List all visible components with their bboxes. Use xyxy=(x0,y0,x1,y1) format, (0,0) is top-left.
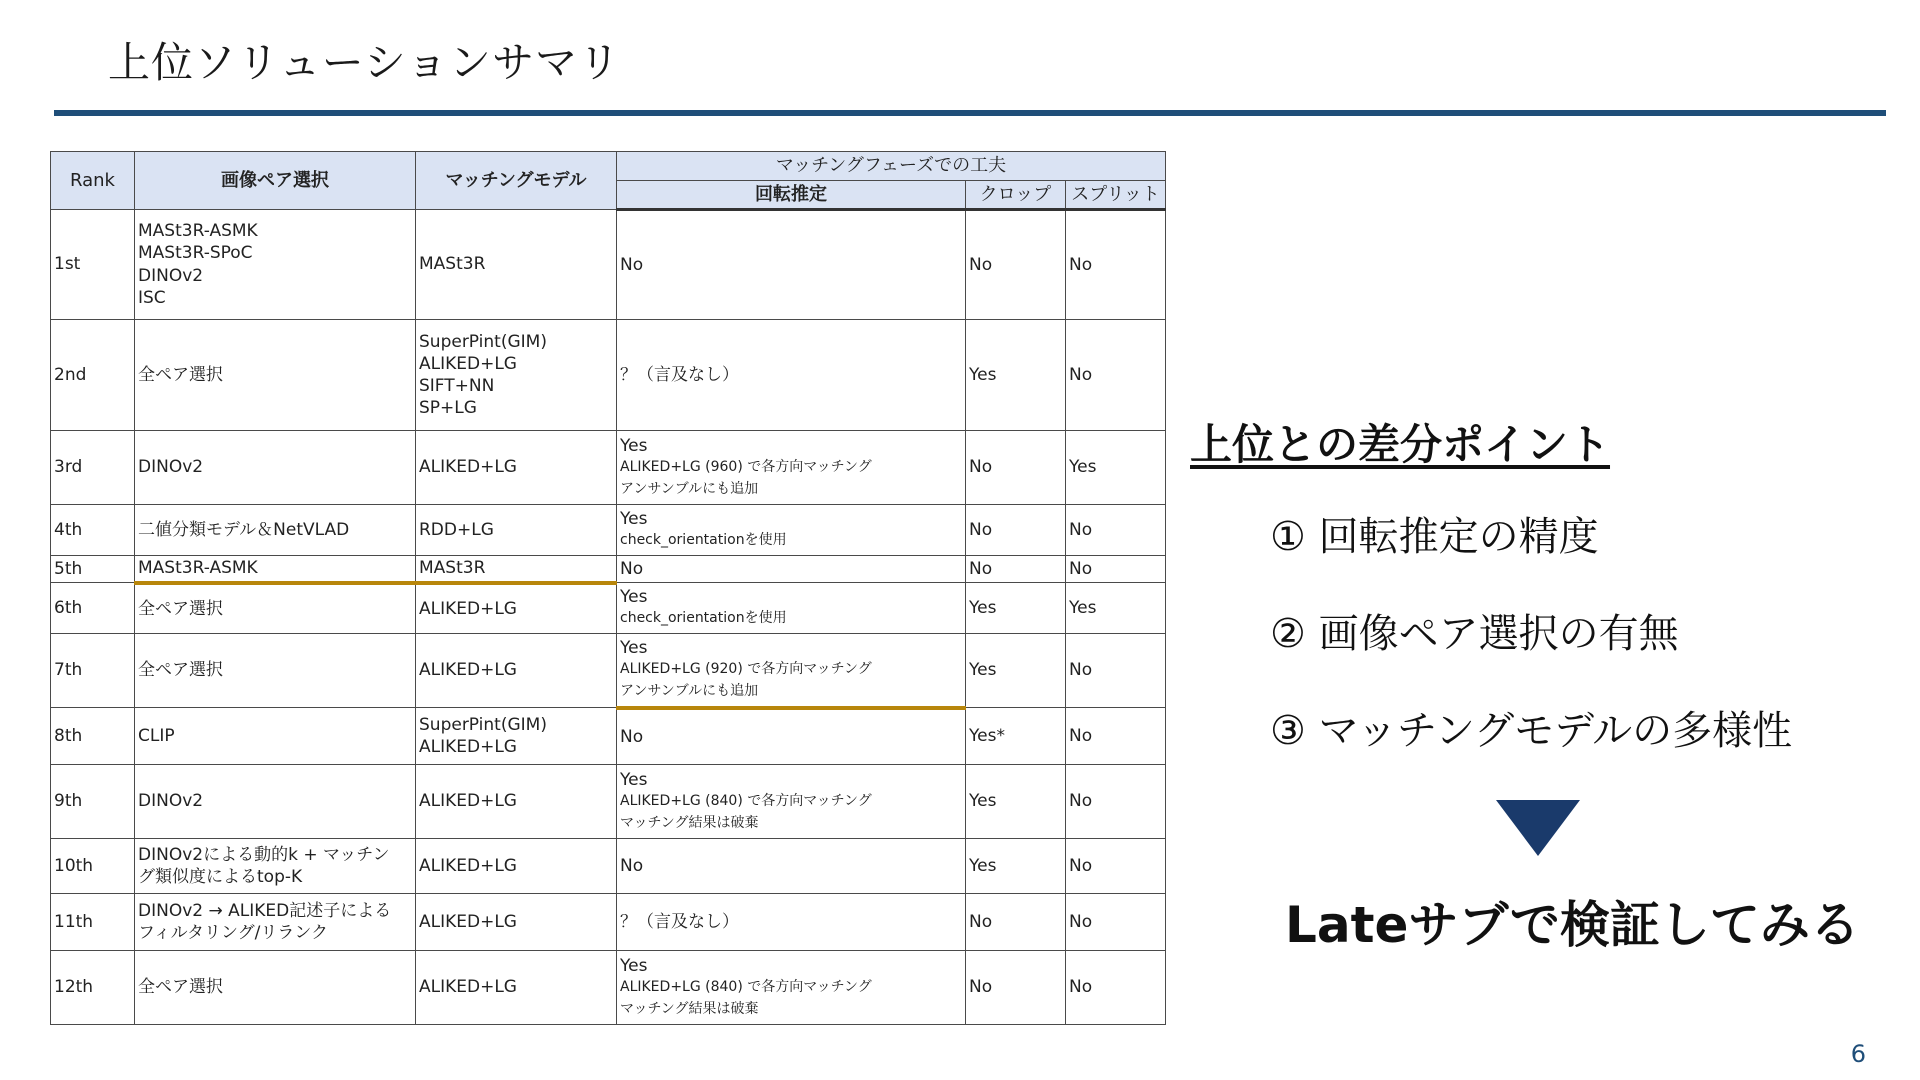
header-rank: Rank xyxy=(51,152,135,210)
table-row xyxy=(51,839,1166,894)
header-matching-model: マッチングモデル xyxy=(416,152,617,210)
rotation-value: ？（言及なし） xyxy=(620,911,739,932)
cell-line: DINOv2 xyxy=(138,457,204,478)
matching-model-cell xyxy=(416,894,617,951)
cell-line: DINOv2 xyxy=(138,265,204,286)
cell-line: 全ペア選択 xyxy=(138,364,223,385)
crop-cell xyxy=(966,634,1066,708)
cell-line: マッチング結果は破棄 xyxy=(620,1000,759,1017)
rotation-cell xyxy=(617,431,966,505)
cell-line: ALIKED+LG xyxy=(419,911,517,932)
rotation-cell xyxy=(617,320,966,431)
cell-line: 二値分類モデル＆NetVLAD xyxy=(138,519,350,540)
rank-label: 12th xyxy=(54,977,94,998)
rotation-value: Yes xyxy=(620,955,648,976)
table-row xyxy=(51,505,1166,556)
cell-line: 全ペア選択 xyxy=(138,660,223,681)
rank-cell xyxy=(51,839,135,894)
crop-value: No xyxy=(969,911,993,932)
rank-label: 1st xyxy=(54,254,81,275)
split-cell xyxy=(1066,431,1166,505)
cell-line: ALIKED+LG xyxy=(419,660,517,681)
crop-value: No xyxy=(969,254,993,275)
rotation-cell xyxy=(617,765,966,839)
cell-line: フィルタリング/リランク xyxy=(138,923,329,943)
rank-cell xyxy=(51,210,135,320)
cell-line: SuperPint(GIM) xyxy=(419,331,547,352)
crop-value: Yes xyxy=(969,660,997,681)
rank-cell xyxy=(51,634,135,708)
split-cell xyxy=(1066,583,1166,634)
title-divider xyxy=(54,110,1886,116)
rank-cell xyxy=(51,765,135,839)
matching-model-cell xyxy=(416,505,617,556)
rotation-value: No xyxy=(620,855,644,876)
crop-value: No xyxy=(969,519,993,540)
pair-selection-cell xyxy=(135,210,416,320)
cell-line: ALIKED+LG (840) で各方向マッチング xyxy=(620,978,872,995)
pair-selection-cell xyxy=(135,708,416,765)
rank-cell xyxy=(51,431,135,505)
cell-line: ALIKED+LG xyxy=(419,353,517,374)
rank-label: 2nd xyxy=(54,364,87,385)
split-value: No xyxy=(1069,791,1093,812)
rank-label: 4th xyxy=(54,519,83,540)
rank-cell xyxy=(51,320,135,431)
rank-cell xyxy=(51,894,135,951)
cell-line: check_orientationを使用 xyxy=(620,610,787,627)
cell-line: MASt3R xyxy=(419,254,486,275)
header-rotation: 回転推定 xyxy=(617,181,966,210)
split-cell xyxy=(1066,210,1166,320)
rotation-cell xyxy=(617,951,966,1025)
crop-cell xyxy=(966,583,1066,634)
rank-label: 9th xyxy=(54,791,83,812)
crop-cell xyxy=(966,951,1066,1025)
cell-line: ALIKED+LG xyxy=(419,457,517,478)
split-value: Yes xyxy=(1069,597,1097,618)
crop-value: No xyxy=(969,558,993,579)
rotation-value: No xyxy=(620,254,644,275)
matching-model-cell xyxy=(416,951,617,1025)
cell-line: DINOv2 → ALIKED記述子による xyxy=(138,900,392,921)
cell-line: グ類似度によるtop-K xyxy=(138,867,303,887)
cell-line: ALIKED+LG xyxy=(419,737,517,757)
callout-title: 上位との差分ポイント xyxy=(1190,420,1611,469)
table-row xyxy=(51,894,1166,951)
header-split: スプリット xyxy=(1066,181,1166,210)
split-value: No xyxy=(1069,558,1093,579)
crop-value: Yes xyxy=(969,597,997,618)
rotation-value: Yes xyxy=(620,587,648,608)
pair-selection-cell xyxy=(135,839,416,894)
rank-label: 10th xyxy=(54,855,94,876)
page-title: 上位ソリューションサマリ xyxy=(108,38,622,87)
header-crop: クロップ xyxy=(966,181,1066,210)
rank-label: 3rd xyxy=(54,457,83,478)
crop-cell xyxy=(966,556,1066,583)
solutions-table-container xyxy=(50,151,1166,1025)
crop-cell xyxy=(966,505,1066,556)
split-cell xyxy=(1066,634,1166,708)
point-model-diversity: ③ マッチングモデルの多様性 xyxy=(1270,708,1793,754)
rank-cell xyxy=(51,583,135,634)
crop-value: Yes xyxy=(969,791,997,812)
cell-line: アンサンブルにも追加 xyxy=(620,682,759,699)
cell-line: 全ペア選択 xyxy=(138,977,223,998)
pair-selection-cell xyxy=(135,634,416,708)
pair-selection-cell xyxy=(135,951,416,1025)
solutions-table xyxy=(50,151,1166,1025)
rank-cell xyxy=(51,708,135,765)
crop-value: No xyxy=(969,977,993,998)
crop-value: Yes* xyxy=(969,725,1005,746)
crop-cell xyxy=(966,320,1066,431)
crop-cell xyxy=(966,894,1066,951)
table-row xyxy=(51,634,1166,708)
rotation-value: No xyxy=(620,558,644,579)
table-body xyxy=(51,210,1166,1025)
pair-selection-cell xyxy=(135,505,416,556)
split-value: No xyxy=(1069,254,1093,275)
split-cell xyxy=(1066,839,1166,894)
matching-model-cell xyxy=(416,431,617,505)
pair-selection-cell xyxy=(135,765,416,839)
rotation-cell xyxy=(617,708,966,765)
point-pair-selection: ② 画像ペア選択の有無 xyxy=(1270,611,1679,657)
matching-model-cell xyxy=(416,708,617,765)
split-value: No xyxy=(1069,519,1093,540)
crop-value: Yes xyxy=(969,855,997,876)
rank-label: 7th xyxy=(54,660,83,681)
cell-line: アンサンブルにも追加 xyxy=(620,480,759,497)
table-row xyxy=(51,951,1166,1025)
rotation-value: Yes xyxy=(620,509,648,530)
pair-selection-cell xyxy=(135,583,416,634)
matching-model-cell xyxy=(416,320,617,431)
crop-value: Yes xyxy=(969,364,997,385)
cell-line: ALIKED+LG xyxy=(419,977,517,998)
cell-line: 全ペア選択 xyxy=(138,598,223,619)
cell-line: マッチング結果は破棄 xyxy=(620,814,759,831)
cell-line: SuperPint(GIM) xyxy=(419,714,547,735)
matching-model-cell xyxy=(416,210,617,320)
rank-label: 11th xyxy=(54,911,94,932)
pair-selection-cell xyxy=(135,320,416,431)
crop-cell xyxy=(966,431,1066,505)
split-value: No xyxy=(1069,364,1093,385)
matching-model-cell xyxy=(416,839,617,894)
conclusion-text: Lateサブで検証してみる xyxy=(1285,896,1860,954)
cell-line: ALIKED+LG (920) で各方向マッチング xyxy=(620,661,872,678)
rotation-cell xyxy=(617,505,966,556)
matching-model-cell xyxy=(416,556,617,583)
rank-label: 8th xyxy=(54,725,83,746)
rotation-value: ？（言及なし） xyxy=(620,364,739,385)
rotation-value: No xyxy=(620,726,644,747)
cell-line: check_orientationを使用 xyxy=(620,532,787,549)
rotation-cell xyxy=(617,583,966,634)
cell-line: ALIKED+LG xyxy=(419,791,517,812)
rank-cell xyxy=(51,556,135,583)
pair-selection-cell xyxy=(135,894,416,951)
cell-line: RDD+LG xyxy=(419,519,494,540)
cell-line: SIFT+NN xyxy=(419,376,495,396)
split-value: No xyxy=(1069,977,1093,998)
split-value: No xyxy=(1069,855,1093,876)
cell-line: MASt3R xyxy=(419,558,486,579)
pair-selection-cell xyxy=(135,431,416,505)
cell-line: ALIKED+LG xyxy=(419,598,517,619)
table-row xyxy=(51,431,1166,505)
split-cell xyxy=(1066,951,1166,1025)
crop-cell xyxy=(966,708,1066,765)
cell-line: MASt3R-SPoC xyxy=(138,243,253,264)
matching-model-cell xyxy=(416,583,617,634)
table-row xyxy=(51,210,1166,320)
rotation-value: Yes xyxy=(620,638,648,659)
header-pair-selection: 画像ペア選択 xyxy=(135,152,416,210)
split-value: No xyxy=(1069,660,1093,681)
cell-line: DINOv2 xyxy=(138,791,204,812)
rotation-cell xyxy=(617,894,966,951)
split-cell xyxy=(1066,505,1166,556)
crop-cell xyxy=(966,765,1066,839)
rank-cell xyxy=(51,951,135,1025)
cell-line: DINOv2による動的k + マッチン xyxy=(138,844,390,865)
header-matching-phase: マッチングフェーズでの工夫 xyxy=(617,152,1166,181)
rank-cell xyxy=(51,505,135,556)
cell-line: MASt3R-ASMK xyxy=(138,221,258,242)
split-value: Yes xyxy=(1069,457,1097,478)
cell-line: SP+LG xyxy=(419,398,477,419)
table-row xyxy=(51,708,1166,765)
table-row xyxy=(51,320,1166,431)
rotation-value: Yes xyxy=(620,769,648,790)
table-row xyxy=(51,583,1166,634)
table-row xyxy=(51,556,1166,583)
cell-line: ALIKED+LG (960) で各方向マッチング xyxy=(620,458,872,475)
cell-line: MASt3R-ASMK xyxy=(138,558,258,579)
split-cell xyxy=(1066,765,1166,839)
matching-model-cell xyxy=(416,765,617,839)
table-row xyxy=(51,765,1166,839)
split-value: No xyxy=(1069,911,1093,932)
rotation-cell xyxy=(617,556,966,583)
pair-selection-cell xyxy=(135,556,416,583)
split-cell xyxy=(1066,708,1166,765)
rotation-cell xyxy=(617,839,966,894)
rotation-cell xyxy=(617,634,966,708)
rotation-cell xyxy=(617,210,966,320)
cell-line: ALIKED+LG (840) で各方向マッチング xyxy=(620,792,872,809)
split-cell xyxy=(1066,556,1166,583)
split-cell xyxy=(1066,320,1166,431)
split-value: No xyxy=(1069,725,1093,746)
crop-cell xyxy=(966,839,1066,894)
cell-line: ALIKED+LG xyxy=(419,855,517,876)
cell-line: CLIP xyxy=(138,725,175,746)
page-number: 6 xyxy=(1850,1040,1866,1068)
down-arrow-icon xyxy=(1496,800,1580,856)
matching-model-cell xyxy=(416,634,617,708)
rank-label: 5th xyxy=(54,558,83,579)
cell-line: ISC xyxy=(138,287,166,308)
split-cell xyxy=(1066,894,1166,951)
crop-cell xyxy=(966,210,1066,320)
rotation-value: Yes xyxy=(620,435,648,456)
rank-label: 6th xyxy=(54,597,83,618)
point-rotation-accuracy: ① 回転推定の精度 xyxy=(1270,514,1599,560)
crop-value: No xyxy=(969,457,993,478)
